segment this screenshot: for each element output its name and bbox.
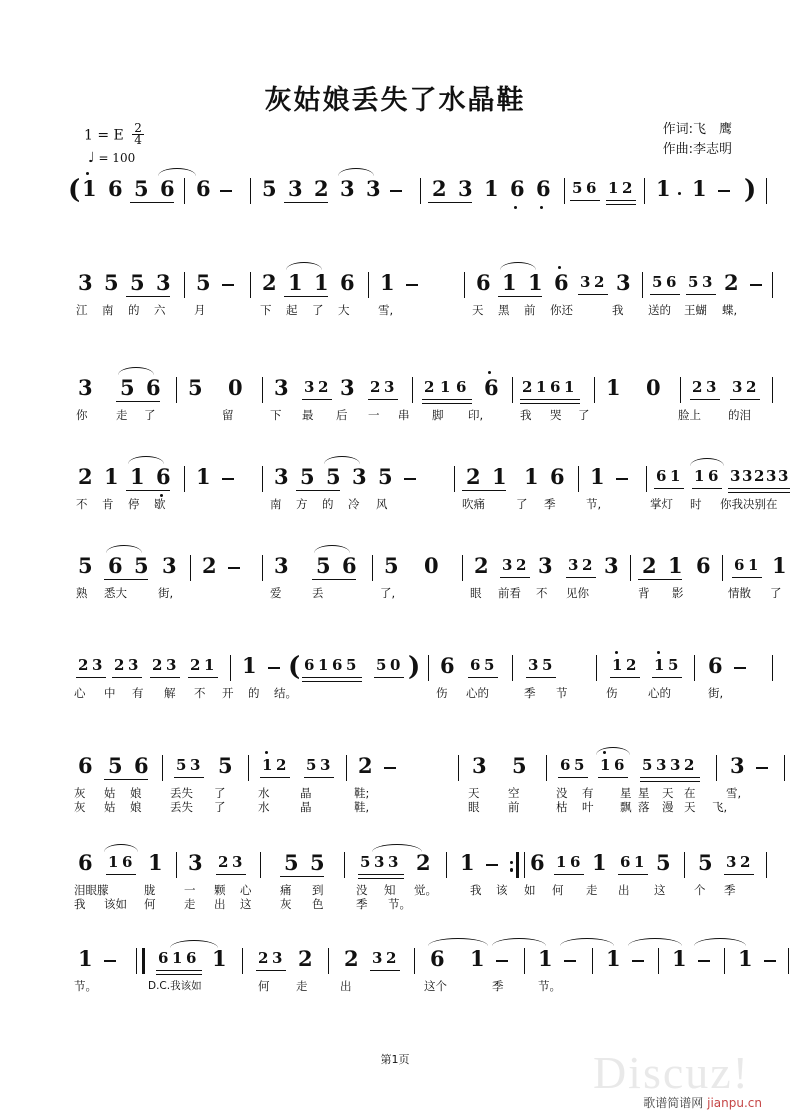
lyric-row-verse2: 灰 姑 娘 丢失 了 水 晶 鞋, 眼 前 枯 叶 飘 落 漫 天 飞, [74,800,728,814]
open-paren: ( [68,175,81,205]
lyricist: 作词:飞 鹰 [662,122,732,137]
system-6 [72,652,732,702]
lyric-row: 江 南 的 六 月 下 起 了 大 雪, 天 黑 前 你还 我 送的 王蝴 蝶, [76,303,738,317]
system-4 [72,464,789,513]
note-row: 1 6 1 6 1 2 3 2 2 3 2 6 1 1 1 1 1 [72,948,732,978]
quarter-note-icon: ♩ [88,150,95,166]
system-5 [72,553,787,602]
composer: 作曲:李志明 [662,142,732,157]
system-1 [68,175,757,208]
page-number: 第1页 [380,1053,410,1066]
lyric-row: 泪眼朦 胧 一 颗 心 痛 到 没 知 觉。 我 该 如 何 走 出 这 个 季 [74,883,736,897]
system-8 [72,850,751,913]
tempo-marking [88,150,135,166]
close-paren: ) [744,175,757,205]
site-watermark-url: jianpu.cn [707,1096,762,1110]
credits [663,120,732,160]
lyric-row: 你 走 了 留 下 最 后 一 串 脚 印, 我 哭 了 脸上 的泪 [76,408,751,422]
system-2 [72,270,739,319]
key-label: 1 = E [84,127,124,144]
lyric-row: 心 中 有 解 不 开 的 结。 伤 心的 季 节 伤 心的 街, [74,686,724,700]
note-row: 3 5 6 5 0 3 3 2 3 2 3 2 1 6 6 2 1 6 1 1 0 2 3 3 2 [72,377,732,407]
note-row: 2 3 2 3 2 3 2 1 1 ( 6 1 6 5 5 0 ) 6 6 5 3 5 1 2 1 5 6 [72,655,732,685]
lyric-row: 节。 D.C.我该如 何 走 出 这个 季 节。 [74,979,561,993]
system-9 [72,946,753,995]
note-row: 2 1 1 6 1 3 5 5 3 5 2 1 1 6 1 6 1 1 6 3 3 2 3 3 [72,466,732,496]
site-watermark-large: Discuz! [592,1047,750,1098]
time-signature [132,123,144,146]
site-watermark [643,1094,762,1111]
key-signature [84,121,144,147]
time-signature-denominator: 4 [134,133,142,147]
lyric-row: 熟 悉大 街, 爱 丢 了, 眼 前看 不 见你 背 影 情散 了 [76,586,782,600]
note-row: 3 5 5 3 5 2 1 1 6 1 6 1 1 6 3 2 3 5 6 5 3 2 [72,272,732,302]
system-7 [72,753,745,816]
tempo-value: = 100 [98,151,136,165]
system-3 [72,375,757,424]
site-watermark-cn: 歌谱简谱网 [643,1096,704,1110]
note-row: 6 1 6 1 3 2 3 5 5 5 3 3 2 1 6 1 6 1 6 1 5 5 3 2 [72,852,732,882]
note-row: ( 1 6 5 6 6 5 3 2 3 3 2 3 1 6 6 5 6 1 2 1 1 ) [72,178,732,208]
lyric-row: 不 肯 停 歇 南 方 的 冷 风 吹痛 了 季 节, 掌灯 时 你我决别在 [76,497,778,511]
note-row: 6 5 6 5 3 5 1 2 5 3 2 3 5 6 5 1 6 5 3 3 2 3 [72,755,732,785]
page-title: 灰姑娘丢失了水晶鞋 [264,85,526,116]
note-row: 5 6 5 3 2 3 5 6 5 0 2 3 2 3 3 2 3 2 1 6 6 1 1 [72,555,732,585]
lyric-row: 灰 姑 娘 丢失 了 水 晶 鞋; 天 空 没 有 星 星 天 在 雪, [74,786,742,800]
lyric-row-verse2: 我 该如 何 走 出 这 灰 色 季 节。 [74,897,411,911]
time-signature-numerator: 2 [134,121,142,135]
